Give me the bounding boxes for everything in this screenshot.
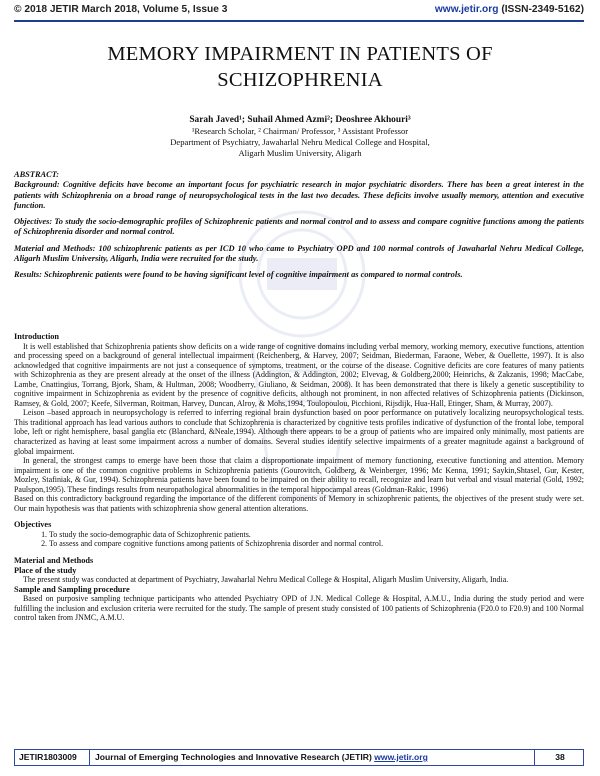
- header-right: [435, 4, 584, 15]
- objectives-list: [14, 530, 584, 549]
- header-issn: (ISSN-2349-5162): [501, 4, 584, 15]
- abstract-methods: Material and Methods: 100 schizophrenic patients as per ICD 10 who came to Psychiatry OPD and 100 normal controls of Jawaharlal Nehru Medical College, Aligarh Muslim University, Aligarh, India were recruited for the study.: [14, 243, 584, 264]
- affiliation-university: Aligarh Muslim University, Aligarh: [238, 148, 362, 158]
- list-item: 1. To study the socio-demographic data of Schizophrenic patients.: [49, 530, 584, 540]
- sample-text: Based on purposive sampling technique participants who attended Psychiatry OPD of J.N. Medical College & Hospital, A.M.U., India during the study period and were fulfilling the inclusion and exclusion criteria were recruited for the study. The sample of present study consisted of 100 patients of Schizophrenia (F20.0 to F20.9) and 100 Normal control taken from JNMC, A.M.U.: [14, 594, 584, 623]
- affiliation-department: Department of Psychiatry, Jawaharlal Nehru Medical College and Hospital,: [170, 137, 430, 147]
- affiliation: [40, 126, 560, 159]
- header-divider: [14, 20, 584, 22]
- page-header: [14, 4, 584, 20]
- list-item: 2. To assess and compare cognitive functions among patients of Schizophrenia disorder and normal control.: [49, 539, 584, 549]
- intro-paragraph: In general, the strongest camps to emerge have been those that claim a disproportionate impairment of memory functioning, executive functioning and attention. Memory impairment is one of the common cognitive problems in Schizophrenia patients (Gourovitch, Goldberg, & Weinberger, 1996; Mc Kenna, 1991; Saykin,Shtasel, Gur, Kester, Mozley, Stafiniak, & Gur, 1994). Schizophrenia patients have been found to be impaired on their ability to recall, recognize and learn but verbal and visual material (Gold, 1992; Paulspon,1995). These findings results from neuropathological abnormalities in the temporal hippocampal areas (Goldman-Rakic, 1996): [14, 456, 584, 494]
- place-heading: Place of the study: [14, 565, 77, 575]
- sample-heading: Sample and Sampling procedure: [14, 584, 130, 594]
- footer-paper-id: JETIR1803009: [15, 750, 90, 765]
- methods-heading: Material and Methods: [14, 556, 94, 566]
- affiliation-roles: ¹Research Scholar, ² Chairman/ Professor, ³ Assistant Professor: [191, 126, 409, 136]
- abstract-results: Results: Schizophrenic patients were found to be having significant level of cognitive impairment as compared to normal controls.: [14, 270, 463, 280]
- header-citation: © 2018 JETIR March 2018, Volume 5, Issue 3: [14, 4, 228, 15]
- header-site-link[interactable]: www.jetir.org: [434, 4, 499, 15]
- page-number: 38: [555, 752, 565, 762]
- footer-journal-name: Journal of Emerging Technologies and Innovative Research (JETIR): [95, 752, 372, 762]
- objectives-heading: Objectives: [14, 520, 52, 530]
- introduction-heading: Introduction: [14, 332, 60, 341]
- footer-journal: [91, 750, 535, 765]
- abstract-background: Background: Cognitive deficits have become an important focus for psychiatric research in major psychiatric disorders. There has been a great interest in the patients with Schizophrenia on a broad range of neuropsychological tests in the last two decades. These deficits involve usually memory, attention and executive function.: [14, 180, 584, 210]
- authors: Sarah Javed¹; Suhail Ahmed Azmi²; Deoshree Akhouri³: [189, 115, 411, 125]
- abstract-objectives: Objectives: To study the socio-demographic profiles of Schizophrenic patients and normal control and to assess and compare cognitive functions among the patients of Schizophrenia disorder and normal control.: [14, 217, 584, 237]
- intro-paragraph: It is well established that Schizophrenia patients show deficits on a wide range of cognitive domains including verbal memory, working memory, executive functions, attention and processing speed on a background of general intellectual impairment (Reichenberg, & Harvey, 2007; Seidman, Biederman, Faraone, Weber, & Ouellette, 1997). It is also acknowledged that cognitive impairments are not just a consequence of symptoms, treatment, or the course of the disease. Cognitive deficits are core features of many patients with Schizophrenia as they are present already at the onset of the illness (Addington, & Addington, 2002; Elvevag, & Goldberg,2000; Heinrichs, & Zakzanis, 1998; MacCabe, Lambe, Cnattingius, Torrang, Bjork, Sham, & Hultman, 2008; Woodberry, Giuliano, & Seidman, 2008). It has been demonstrated that there is likely a genetic susceptibility to cognitive impairment in Schizophrenia as evident by the presence of cognitive deficits, although not prominent, in non affected relatives of Schizophrenia patients (Dickinson, Ramsey, & Gold, 2007; Keefe, Silverman, Roitman, Harvey, Duncan, Alroy, & Mohs,1994, Toulopoulou, Picchioni, Rijsdijk, Hua-Hall, Etinger, Sham, & Murray, 2007).: [14, 341, 584, 408]
- page-footer: [14, 749, 584, 766]
- body-text: [14, 332, 584, 623]
- abstract: [14, 170, 584, 287]
- place-text: The present study was conducted at department of Psychiatry, Jawaharlal Nehru Medical College & Hospital, Aligarh Muslim University, Aligarh, India.: [23, 575, 509, 585]
- intro-paragraph: Leison –based approach in neuropsychology is referred to inferring regional brain dysfunction based on poor performance on putatively localizing neuropsychological tests. This traditional approach has lead various authors to conclude that Schizophrenia is characterized by cognitive tests profiles indicative of dysfunction of the frontal lobe, temporal lobe, left or right hemisphere, basal ganglia etc (Blanchard, &Neale,1994). Although there appears to be a group of patients who are impaired only minimally, most patients are characterized as having at least some impairment across a number of domains. Several studies identify selective impairments of a greater magnitude against a background of global impairment.: [14, 408, 584, 456]
- paper-title: MEMORY IMPAIRMENT IN PATIENTS OF SCHIZOPHRENIA: [107, 43, 493, 91]
- footer-site-link[interactable]: www.jetir.org: [374, 752, 428, 762]
- abstract-heading: ABSTRACT:: [14, 170, 59, 179]
- intro-paragraph: Based on this contradictory background regarding the importance of the different components of Memory in schizophrenic patients, the objectives of the present study were set. Our main hypothesis was that patients with schizophrenia show general attention alterations.: [14, 494, 584, 513]
